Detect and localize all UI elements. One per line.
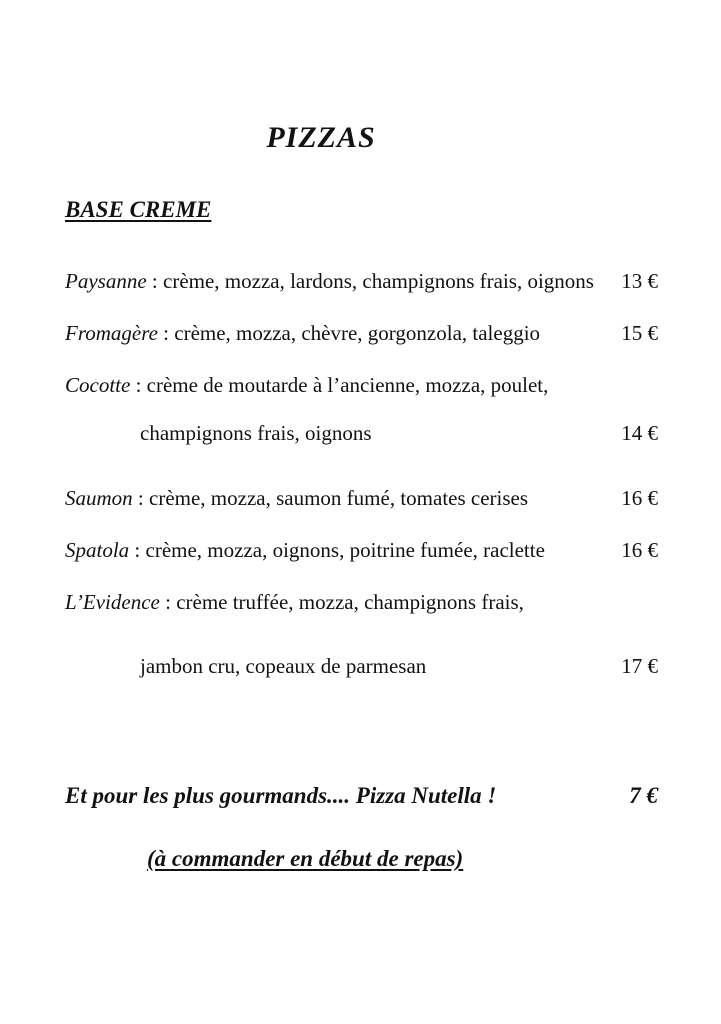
menu-item-separator: :	[130, 373, 147, 397]
page-title: PIZZAS	[266, 121, 376, 154]
menu-item-row-continuation	[65, 653, 658, 679]
menu-item-separator: :	[159, 590, 177, 614]
menu-item-row	[65, 537, 658, 563]
menu-item-description: crème, mozza, chèvre, gorgonzola, taleggio	[174, 321, 541, 345]
menu-item-separator: :	[157, 321, 175, 345]
menu-item-description-line2: jambon cru, copeaux de parmesan	[140, 654, 427, 678]
menu-item-name: Spatola	[65, 538, 130, 562]
footer-note-wrap	[65, 844, 658, 874]
menu-item-text	[65, 485, 613, 511]
menu-item-row	[65, 485, 658, 511]
menu-item-price: 16 €	[621, 486, 658, 510]
menu-item-description-line2: champignons frais, oignons	[140, 421, 372, 445]
menu-item-row	[65, 268, 658, 294]
menu-item-separator: :	[132, 486, 150, 510]
section-heading: BASE CREME	[65, 197, 212, 222]
menu-item-text	[65, 268, 613, 294]
menu-item-text	[65, 537, 613, 563]
gourmands-line	[65, 781, 658, 811]
menu-item-text	[65, 372, 658, 398]
menu-item-price: 13 €	[621, 269, 658, 293]
menu-item-text	[65, 589, 658, 615]
menu-item-separator: :	[146, 269, 163, 293]
menu-item-description: crème, mozza, oignons, poitrine fumée, raclette	[145, 538, 545, 562]
menu-item-price: 14 €	[621, 421, 658, 445]
menu-item-name: Saumon	[65, 486, 133, 510]
section-base-creme	[65, 156, 658, 224]
menu-item-description: crème truffée, mozza, champignons frais,	[176, 590, 524, 614]
menu-item-name: Cocotte	[65, 373, 131, 397]
menu-item-row	[65, 320, 658, 346]
menu-item-row	[65, 589, 658, 615]
menu-item-row	[65, 372, 658, 398]
menu-item-row-continuation	[65, 420, 658, 446]
menu-item-separator: :	[129, 538, 146, 562]
footer-note: (à commander en début de repas)	[147, 846, 464, 871]
menu-item-price: 17 €	[621, 654, 658, 678]
menu-item-price: 16 €	[621, 538, 658, 562]
menu-item-name: Paysanne	[65, 269, 147, 293]
menu-item-price: 15 €	[621, 321, 658, 345]
gourmands-text: Et pour les plus gourmands.... Pizza Nutella !	[65, 783, 497, 808]
menu-item-text	[65, 320, 613, 346]
menu-item-description: crème, mozza, saumon fumé, tomates cerises	[149, 486, 529, 510]
menu-item-description: crème, mozza, lardons, champignons frais, oignons	[163, 269, 594, 293]
gourmands-price: 7 €	[629, 783, 658, 808]
menu-item-name: L’Evidence	[65, 590, 160, 614]
menu-item-name: Fromagère	[65, 321, 158, 345]
menu-items	[65, 268, 658, 679]
menu-item-description: crème de moutarde à l’ancienne, mozza, poulet,	[146, 373, 549, 397]
title-wrap	[65, 120, 577, 156]
